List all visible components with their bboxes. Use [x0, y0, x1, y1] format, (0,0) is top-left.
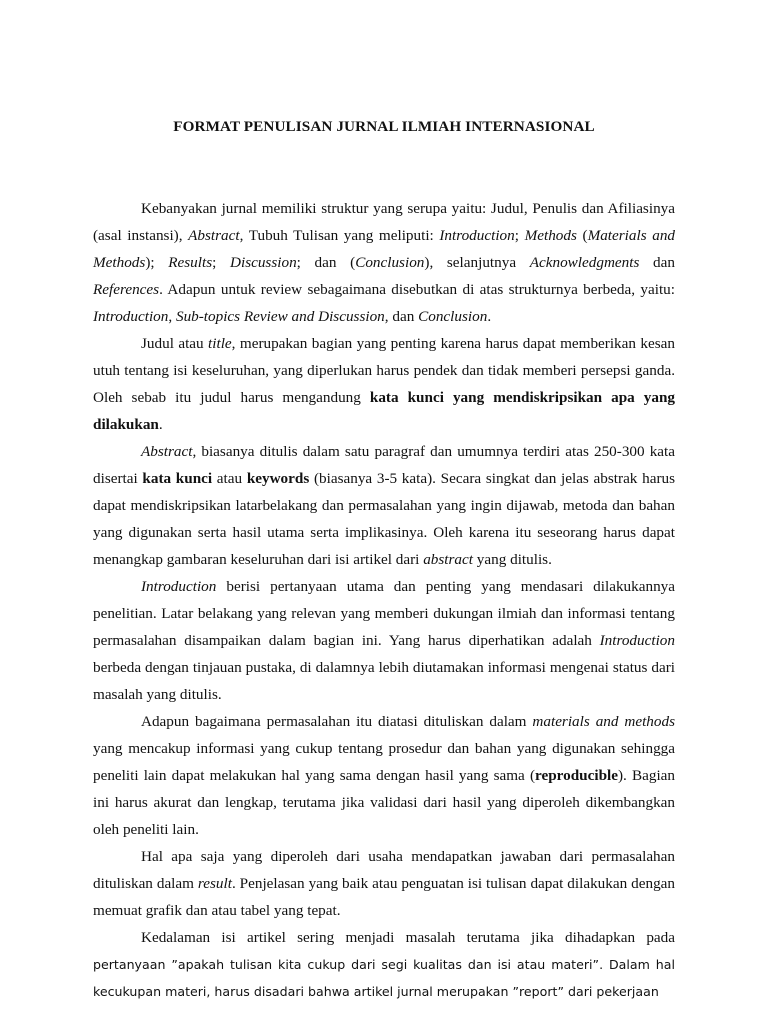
italic-term: Abstract: [188, 227, 240, 244]
bold-term: kata kunci: [142, 470, 213, 487]
italic-term: abstract: [423, 551, 473, 568]
italic-term: Introduction: [439, 227, 515, 244]
italic-term: title: [208, 335, 232, 352]
paragraph-introduction: Introduction berisi pertanyaan utama dan penting yang mendasari dilakukannya penelitian. Latar belakang yang relevan yang memberi dukungan ilmiah dan informasi tentang permasalahan disampaikan dalam bagian ini. Yang harus diperhatikan adalah Introduction berbeda dengan tinjauan pustaka, di dalamnya lebih diutamakan informasi mengenai status dari masalah yang ditulis.: [93, 578, 675, 703]
document-body: [93, 195, 675, 1005]
italic-term: Conclusion: [355, 254, 425, 271]
italic-term: Conclusion: [418, 308, 488, 325]
italic-term: Sub-topics Review and Discussion: [175, 308, 385, 325]
document-title: FORMAT PENULISAN JURNAL ILMIAH INTERNASIONAL: [173, 118, 595, 135]
italic-term: Introduction: [93, 308, 169, 325]
italic-term: Methods: [524, 227, 577, 244]
italic-term: Introduction: [141, 578, 217, 595]
paragraph-methods: Adapun bagaimana permasalahan itu diatasi dituliskan dalam materials and methods yang mencakup informasi yang cukup tentang prosedur dan bahan yang digunakan sehingga peneliti lain dapat melakukan hal yang sama dengan hasil yang sama (reproducible). Bagian ini harus akurat dan lengkap, terutama jika validasi dari hasil yang diperoleh dikembangkan oleh peneliti lain.: [93, 713, 675, 838]
paragraph-structure: Kebanyakan jurnal memiliki struktur yang serupa yaitu: Judul, Penulis dan Afiliasinya (asal instansi), Abstract, Tubuh Tulisan yang meliputi: Introduction; Methods (Materials and Methods); Results; Discussion; dan (Conclusion), selanjutnya Acknowledgments dan References. Adapun untuk review sebagaimana disebutkan di atas strukturnya berbeda, yaitu: Introduction, Sub-topics Review and Discussion, dan Conclusion.: [93, 200, 676, 325]
italic-term: Acknowledgments: [529, 254, 640, 271]
bold-term: keywords: [246, 470, 310, 487]
italic-term: result: [197, 875, 232, 892]
paragraph-title: Judul atau title, merupakan bagian yang penting karena harus dapat memberikan kesan utuh tentang isi keseluruhan, yang diperlukan harus pendek dan tidak memberi persepsi ganda. Oleh sebab itu judul harus mengandung kata kunci yang mendiskripsikan apa yang dilakukan.: [93, 335, 676, 433]
paragraph-results: Hal apa saja yang diperoleh dari usaha mendapatkan jawaban dari permasalahan dituliskan dalam result. Penjelasan yang baik atau penguatan isi tulisan dapat dilakukan dengan memuat grafik dan atau tabel yang tepat.: [93, 848, 675, 919]
italic-term: Introduction: [599, 632, 675, 649]
italic-term: Results: [168, 254, 213, 271]
bold-term: reproducible: [535, 767, 618, 784]
paragraph-depth: Kedalaman isi artikel sering menjadi masalah terutama jika dihadapkan pada pertanyaan ”apakah tulisan kita cukup dari segi kualitas dan isi atau materi”. Dalam hal kecukupan materi, harus disadari bahwa artikel jurnal merupakan ”report” dari pekerjaan: [93, 929, 675, 999]
paragraph-abstract: Abstract, biasanya ditulis dalam satu paragraf dan umumnya terdiri atas 250-300 kata disertai kata kunci atau keywords (biasanya 3-5 kata). Secara singkat dan jelas abstrak harus dapat mendiskripsikan latarbelakang dan permasalahan yang ingin dijawab, metoda dan bahan yang digunakan serta hasil utama serta implikasinya. Oleh karena itu seseorang harus dapat menangkap gambaran keseluruhan dari isi artikel dari abstract yang ditulis.: [93, 443, 676, 568]
italic-term: Materials and Methods: [93, 227, 676, 271]
italic-term: References: [93, 281, 160, 298]
italic-term: materials and methods: [532, 713, 675, 730]
bold-term: kata kunci yang mendiskripsikan apa yang dilakukan: [93, 389, 676, 433]
italic-term: Discussion: [230, 254, 297, 271]
italic-term: Abstract: [141, 443, 193, 460]
